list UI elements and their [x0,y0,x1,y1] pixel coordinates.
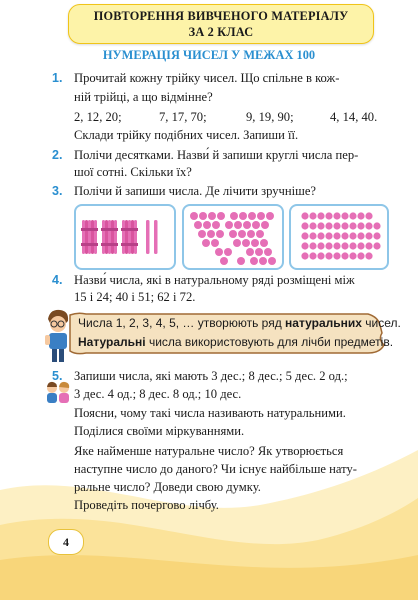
boy-with-glasses-icon [42,307,72,365]
rule-line1 [78,316,401,330]
task-1-number: 1. [52,71,63,85]
task-2-line2: шої сотні. Скільки їх? [74,165,192,179]
triple-3: 9, 19, 90; [246,110,294,124]
task-5-line5: Яке найменше натуральне число? Як утворюється [74,444,344,458]
task-5-line7: ральне число? Доведи свою думку. [74,480,261,494]
task-5-number: 5. [52,369,63,383]
rule-line2-post: числа використовують для лічби предметів. [145,335,394,349]
triple-2: 7, 17, 70; [159,110,207,124]
page-number: 4 [48,529,84,555]
rule-line2-bold: Натуральні [78,335,146,349]
grid-dots-illustration [291,206,387,268]
task-1-line2: ній трійці, а що відмінне? [74,90,213,104]
triple-1: 2, 12, 20; [74,110,122,124]
scattered-dots-illustration [184,206,282,268]
children-pair-icon [44,380,72,404]
task-4-line2: 15 і 24; 40 і 51; 62 і 72. [74,290,196,304]
task-3-line1: Полічи й запиши числа. Де лічити зручніше? [74,184,316,198]
bundles-picture [74,204,176,270]
rule-line1-pre: Числа 1, 2, 3, 4, 5, … утворюють ряд [78,316,286,330]
section-subtitle: НУМЕРАЦІЯ ЧИСЕЛ У МЕЖАХ 100 [102,48,316,62]
task-4-number: 4. [52,273,63,287]
rule-line1-post: чисел. [361,316,401,330]
dots-scattered-picture [182,204,284,270]
task-5-line3: Поясни, чому такі числа називають натуральними. [74,406,346,420]
task-5-line8: Проведіть почергово лічбу. [74,498,219,512]
task-2-number: 2. [52,148,63,162]
task-1-line4: Склади трійку подібних чисел. Запиши її. [74,128,299,142]
stick-bundles-illustration [76,206,174,268]
task-3-number: 3. [52,184,63,198]
section-header [68,4,374,44]
triple-4: 4, 14, 40. [330,110,378,124]
rule-line2 [78,335,393,349]
task-5-line1: Запиши числа, які мають 3 дес.; 8 дес.; 5 дес. 2 од.; [74,369,348,383]
task-5-line6: наступне число до даного? Чи існує найбільше нату- [74,462,357,476]
task-1-triples [74,110,384,126]
task-4-line1: Назви́ числа, які в натуральному ряді розміщені між [74,273,355,287]
task-5-line4: Поділися своїми міркуваннями. [74,424,245,438]
rule-line1-bold: натуральних [285,316,362,330]
task-2-line1: Полічи десятками. Назви́ й запиши круглі числа пер- [74,148,359,162]
header-title-line1: ПОВТОРЕННЯ ВИВЧЕНОГО МАТЕРІАЛУ [93,9,349,23]
task-1-line1: Прочитай кожну трійку чисел. Що спільне в кож- [74,71,340,85]
header-title-line2: ЗА 2 КЛАС [188,25,254,39]
dots-grid-picture [289,204,389,270]
task-5-line2: 3 дес. 4 од.; 8 дес. 8 од.; 10 дес. [74,387,242,401]
